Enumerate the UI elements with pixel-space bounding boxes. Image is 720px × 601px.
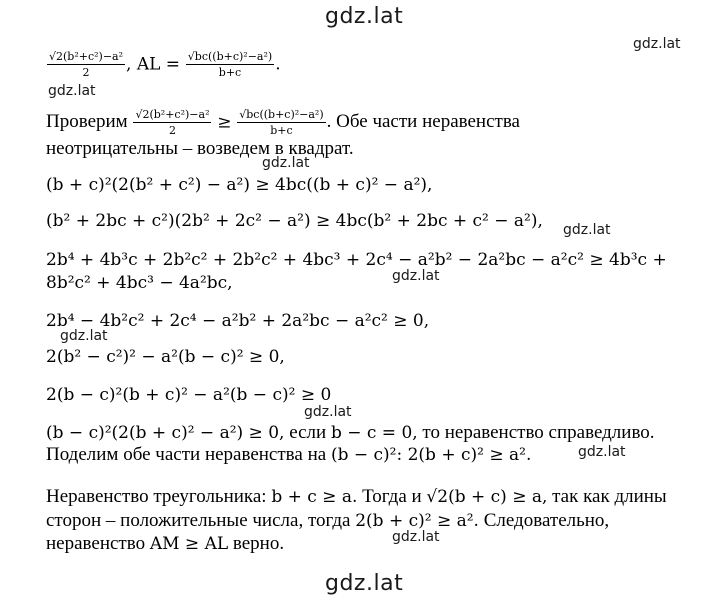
formula-text: √2(b + c) ≥ a,	[426, 487, 548, 507]
formula-text: b − c = 0,	[330, 423, 418, 443]
paragraph-text: Поделим обе части неравенства на	[46, 444, 331, 465]
fraction-numerator: √bc((b+c)²−a²)	[187, 50, 273, 63]
paragraph-text: сторон – положительные числа, тогда	[46, 510, 356, 531]
watermark: gdz.lat	[304, 404, 352, 420]
fraction	[133, 108, 211, 137]
formula-text: (b − c)²(2(b + c)² − a²) ≥ 0,	[46, 423, 285, 443]
fraction-numerator: √2(b²+c²)−a²	[49, 50, 124, 63]
fraction	[47, 50, 125, 79]
watermark-top: gdz.lat	[325, 4, 404, 29]
fraction-denominator: 2	[168, 124, 176, 137]
text-line-11	[46, 422, 655, 444]
paragraph-text: . Обе части неравенства	[326, 110, 520, 132]
watermark: gdz.lat	[392, 268, 440, 284]
formula-text: 2(b + c)² ≥ a².	[355, 511, 479, 531]
text-line-14	[46, 510, 609, 532]
watermark: gdz.lat	[563, 222, 611, 238]
watermark: gdz.lat	[48, 83, 96, 99]
paragraph-text: неравенство	[46, 533, 150, 554]
formula-line-6: 2b⁴ + 4b³c + 2b²c² + 2b²c² + 4bc³ + 2c⁴ − a²b² − 2a²bc − a²c² ≥ 4b³c +	[46, 250, 667, 270]
watermark: gdz.lat	[633, 36, 681, 52]
paragraph-text: верно.	[228, 533, 285, 554]
fraction	[186, 50, 274, 79]
paragraph-text: Проверим	[46, 110, 128, 132]
fraction-denominator: 2	[82, 66, 90, 79]
formula-text: ≥	[217, 112, 232, 133]
fraction-denominator: b+c	[218, 66, 242, 79]
text-line-13	[46, 486, 667, 508]
formula-line-5: (b² + 2bc + c²)(2b² + 2c² − a²) ≥ 4bc(b² + 2bc + c² − a²),	[46, 211, 543, 231]
text-line-3: неотрицательны – возведем в квадрат.	[46, 138, 354, 159]
paragraph-text: то неравенство справедливо.	[417, 422, 655, 443]
paragraph-text: так как длины	[547, 486, 667, 507]
formula-line-4: (b + c)²(2(b² + c²) − a²) ≥ 4bc((b + c)² − a²),	[46, 175, 433, 195]
formula-line-7: 8b²c² + 4bc³ − 4a²bc,	[46, 273, 233, 293]
fraction-numerator: √2(b²+c²)−a²	[135, 108, 210, 121]
watermark-bottom: gdz.lat	[325, 571, 404, 596]
paragraph-text: Тогда и	[357, 486, 427, 507]
formula-text: b + c ≥ a.	[271, 487, 358, 507]
formula-text: (b − c)²: 2(b + c)² ≥ a².	[330, 445, 532, 465]
watermark: gdz.lat	[60, 328, 108, 344]
paragraph-text: Следовательно,	[478, 510, 610, 531]
watermark: gdz.lat	[262, 155, 310, 171]
watermark: gdz.lat	[392, 529, 440, 545]
paragraph-text: если	[284, 422, 331, 443]
text-line-12	[46, 444, 531, 466]
formula-line-9: 2(b² − c²)² − a²(b − c)² ≥ 0,	[46, 347, 285, 367]
text-line-2	[46, 108, 520, 137]
paragraph-text: Неравенство треугольника:	[46, 486, 272, 507]
fraction-numerator: √bc((b+c)²−a²)	[239, 108, 324, 121]
text-line-15	[46, 533, 284, 555]
formula-text: AM ≥ AL	[149, 534, 229, 554]
formula-text: .	[275, 54, 281, 75]
fraction	[237, 108, 325, 137]
formula-line-10: 2(b − c)²(b + c)² − a²(b − c)² ≥ 0	[46, 385, 332, 405]
watermark: gdz.lat	[578, 444, 626, 460]
formula-line-1	[46, 50, 281, 79]
formula-text: , AL =	[126, 54, 181, 75]
fraction-denominator: b+c	[270, 124, 293, 137]
formula-line-8: 2b⁴ − 4b²c² + 2c⁴ − a²b² + 2a²bc − a²c² ≥ 0,	[46, 311, 430, 331]
